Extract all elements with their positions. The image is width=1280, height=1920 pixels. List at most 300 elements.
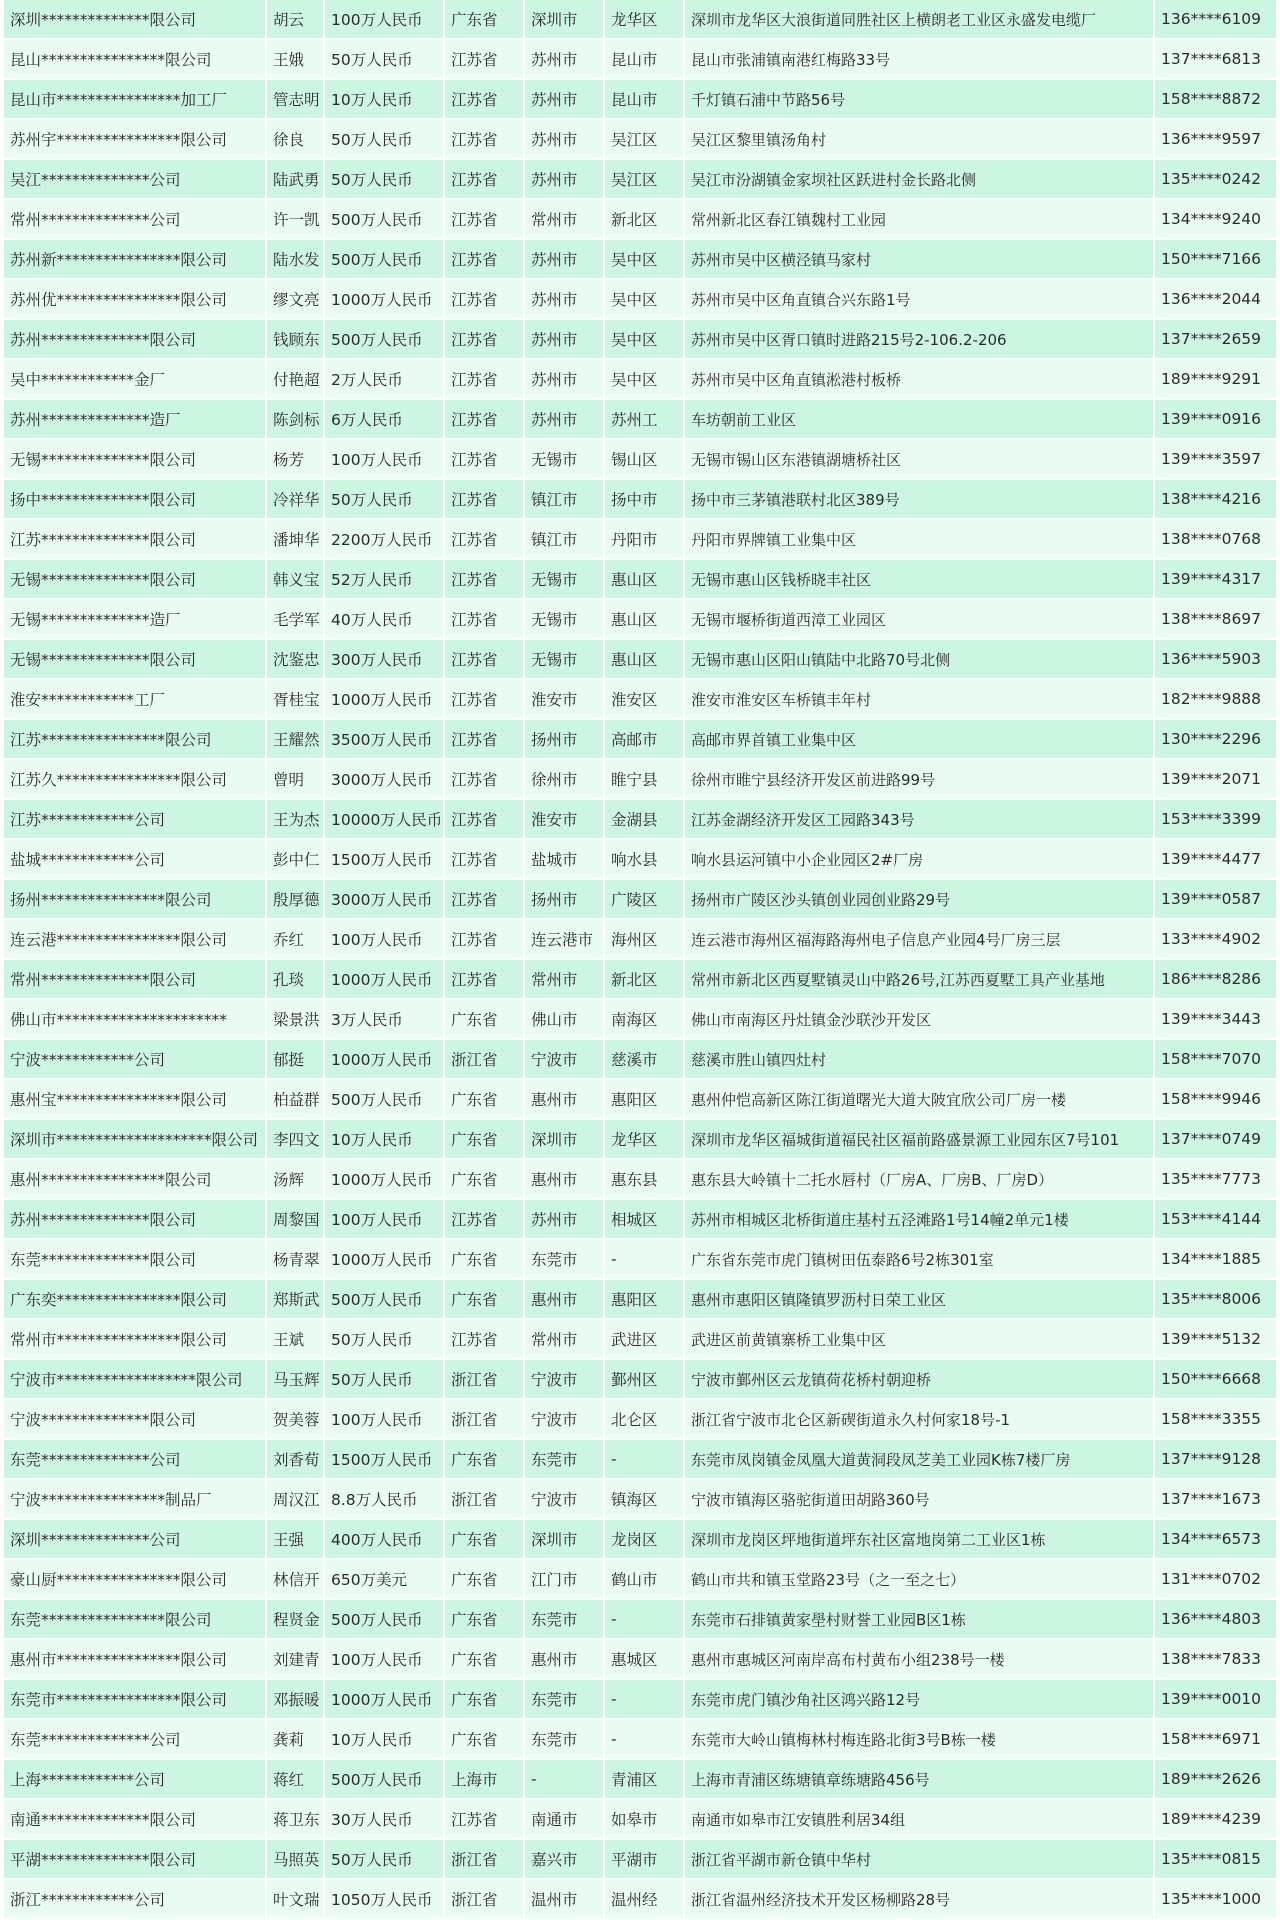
contact-person-cell: 韩义宝 xyxy=(266,559,324,599)
city-cell: 苏州市 xyxy=(524,359,604,399)
table-row xyxy=(4,1799,1276,1839)
registered-capital-cell: 1000万人民币 xyxy=(324,1679,444,1719)
registered-capital-cell: 500万人民币 xyxy=(324,199,444,239)
registered-capital-cell: 100万人民币 xyxy=(324,439,444,479)
district-cell: 惠东县 xyxy=(604,1159,684,1199)
city-cell: 苏州市 xyxy=(524,119,604,159)
contact-person-cell: 周黎国 xyxy=(266,1199,324,1239)
address-cell: 苏州市吴中区横泾镇马家村 xyxy=(684,239,1154,279)
address-cell: 南通市如皋市江安镇胜利居34组 xyxy=(684,1799,1154,1839)
city-cell: 镇江市 xyxy=(524,519,604,559)
contact-person-cell: 陈剑标 xyxy=(266,399,324,439)
district-cell: 相城区 xyxy=(604,1199,684,1239)
district-cell: 金湖县 xyxy=(604,799,684,839)
address-cell: 昆山市张浦镇南港红梅路33号 xyxy=(684,39,1154,79)
table-row xyxy=(4,719,1276,759)
registered-capital-cell: 300万人民币 xyxy=(324,639,444,679)
phone-cell: 137****2659 xyxy=(1154,319,1276,359)
district-cell: 慈溪市 xyxy=(604,1039,684,1079)
city-cell: 东莞市 xyxy=(524,1439,604,1479)
table-row xyxy=(4,599,1276,639)
contact-person-cell: 蒋卫东 xyxy=(266,1799,324,1839)
table-row xyxy=(4,759,1276,799)
contact-person-cell: 汤辉 xyxy=(266,1159,324,1199)
table-row xyxy=(4,0,1276,39)
address-cell: 连云港市海州区福海路海州电子信息产业园4号厂房三层 xyxy=(684,919,1154,959)
company-cell: 惠州****************限公司 xyxy=(4,1159,266,1199)
table-row xyxy=(4,159,1276,199)
province-cell: 江苏省 xyxy=(444,359,524,399)
address-cell: 惠东县大岭镇十二托水唇村（厂房A、厂房B、厂房D） xyxy=(684,1159,1154,1199)
district-cell: - xyxy=(604,1719,684,1759)
province-cell: 江苏省 xyxy=(444,679,524,719)
province-cell: 江苏省 xyxy=(444,1319,524,1359)
company-cell: 深圳**************公司 xyxy=(4,1519,266,1559)
contact-person-cell: 叶文瑞 xyxy=(266,1879,324,1919)
phone-cell: 130****2296 xyxy=(1154,719,1276,759)
city-cell: 东莞市 xyxy=(524,1719,604,1759)
registered-capital-cell: 30万人民币 xyxy=(324,1799,444,1839)
contact-person-cell: 胥桂宝 xyxy=(266,679,324,719)
table-row xyxy=(4,679,1276,719)
contact-person-cell: 马玉辉 xyxy=(266,1359,324,1399)
registered-capital-cell: 100万人民币 xyxy=(324,0,444,39)
contact-person-cell: 许一凯 xyxy=(266,199,324,239)
phone-cell: 150****7166 xyxy=(1154,239,1276,279)
phone-cell: 135****0815 xyxy=(1154,1839,1276,1879)
table-row xyxy=(4,1679,1276,1719)
province-cell: 广东省 xyxy=(444,1559,524,1599)
province-cell: 广东省 xyxy=(444,1239,524,1279)
province-cell: 广东省 xyxy=(444,1679,524,1719)
registered-capital-cell: 10000万人民币 xyxy=(324,799,444,839)
contact-person-cell: 程贤金 xyxy=(266,1599,324,1639)
registered-capital-cell: 1500万人民币 xyxy=(324,1439,444,1479)
district-cell: 丹阳市 xyxy=(604,519,684,559)
district-cell: 惠山区 xyxy=(604,639,684,679)
district-cell: 惠城区 xyxy=(604,1639,684,1679)
address-cell: 江苏金湖经济开发区工园路343号 xyxy=(684,799,1154,839)
contact-person-cell: 李四文 xyxy=(266,1119,324,1159)
district-cell: 鹤山市 xyxy=(604,1559,684,1599)
table-body xyxy=(4,0,1276,1919)
contact-person-cell: 殷厚德 xyxy=(266,879,324,919)
table-row xyxy=(4,1639,1276,1679)
table-row xyxy=(4,239,1276,279)
company-cell: 江苏************公司 xyxy=(4,799,266,839)
province-cell: 广东省 xyxy=(444,1639,524,1679)
phone-cell: 139****3597 xyxy=(1154,439,1276,479)
address-cell: 响水县运河镇中小企业园区2#厂房 xyxy=(684,839,1154,879)
city-cell: 惠州市 xyxy=(524,1279,604,1319)
contact-person-cell: 毛学军 xyxy=(266,599,324,639)
company-cell: 无锡**************限公司 xyxy=(4,559,266,599)
table-row xyxy=(4,1319,1276,1359)
address-cell: 惠州市惠阳区镇隆镇罗沥村日荣工业区 xyxy=(684,1279,1154,1319)
province-cell: 江苏省 xyxy=(444,839,524,879)
contact-person-cell: 林信开 xyxy=(266,1559,324,1599)
contact-person-cell: 刘香荀 xyxy=(266,1439,324,1479)
city-cell: 佛山市 xyxy=(524,999,604,1039)
table-row xyxy=(4,1479,1276,1519)
address-cell: 丹阳市界牌镇工业集中区 xyxy=(684,519,1154,559)
address-cell: 苏州市吴中区角直镇淞港村板桥 xyxy=(684,359,1154,399)
phone-cell: 139****4317 xyxy=(1154,559,1276,599)
company-cell: 苏州新****************限公司 xyxy=(4,239,266,279)
city-cell: 宁波市 xyxy=(524,1359,604,1399)
table-row xyxy=(4,279,1276,319)
province-cell: 江苏省 xyxy=(444,79,524,119)
phone-cell: 137****1673 xyxy=(1154,1479,1276,1519)
company-cell: 宁波************公司 xyxy=(4,1039,266,1079)
company-cell: 昆山****************限公司 xyxy=(4,39,266,79)
district-cell: 龙华区 xyxy=(604,1119,684,1159)
company-cell: 平湖**************限公司 xyxy=(4,1839,266,1879)
province-cell: 江苏省 xyxy=(444,559,524,599)
address-cell: 宁波市镇海区骆驼街道田胡路360号 xyxy=(684,1479,1154,1519)
phone-cell: 139****0010 xyxy=(1154,1679,1276,1719)
city-cell: 苏州市 xyxy=(524,319,604,359)
province-cell: 广东省 xyxy=(444,1159,524,1199)
address-cell: 上海市青浦区练塘镇章练塘路456号 xyxy=(684,1759,1154,1799)
district-cell: 新北区 xyxy=(604,959,684,999)
table-row xyxy=(4,199,1276,239)
city-cell: 扬州市 xyxy=(524,879,604,919)
phone-cell: 189****4239 xyxy=(1154,1799,1276,1839)
address-cell: 徐州市睢宁县经济开发区前进路99号 xyxy=(684,759,1154,799)
phone-cell: 138****7833 xyxy=(1154,1639,1276,1679)
province-cell: 江苏省 xyxy=(444,319,524,359)
registered-capital-cell: 500万人民币 xyxy=(324,1759,444,1799)
table-row xyxy=(4,359,1276,399)
district-cell: 惠阳区 xyxy=(604,1079,684,1119)
contact-person-cell: 缪文亮 xyxy=(266,279,324,319)
address-cell: 苏州市相城区北桥街道庄基村五泾滩路1号14幢2单元1楼 xyxy=(684,1199,1154,1239)
table-row xyxy=(4,1079,1276,1119)
address-cell: 广东省东莞市虎门镇树田伍泰路6号2栋301室 xyxy=(684,1239,1154,1279)
city-cell: 苏州市 xyxy=(524,239,604,279)
province-cell: 广东省 xyxy=(444,1439,524,1479)
registered-capital-cell: 10万人民币 xyxy=(324,1119,444,1159)
table-row xyxy=(4,519,1276,559)
registered-capital-cell: 500万人民币 xyxy=(324,1079,444,1119)
company-cell: 苏州**************限公司 xyxy=(4,1199,266,1239)
company-cell: 东莞市****************限公司 xyxy=(4,1679,266,1719)
address-cell: 深圳市龙华区大浪街道同胜社区上横朗老工业区永盛发电缆厂 xyxy=(684,0,1154,39)
district-cell: 惠山区 xyxy=(604,599,684,639)
province-cell: 江苏省 xyxy=(444,479,524,519)
company-cell: 苏州**************造厂 xyxy=(4,399,266,439)
city-cell: 常州市 xyxy=(524,959,604,999)
phone-cell: 137****6813 xyxy=(1154,39,1276,79)
company-cell: 惠州宝****************限公司 xyxy=(4,1079,266,1119)
city-cell: 深圳市 xyxy=(524,0,604,39)
registered-capital-cell: 6万人民币 xyxy=(324,399,444,439)
table-row xyxy=(4,39,1276,79)
district-cell: 鄞州区 xyxy=(604,1359,684,1399)
district-cell: 响水县 xyxy=(604,839,684,879)
province-cell: 广东省 xyxy=(444,999,524,1039)
district-cell: 如皋市 xyxy=(604,1799,684,1839)
table-row xyxy=(4,1359,1276,1399)
phone-cell: 133****4902 xyxy=(1154,919,1276,959)
province-cell: 浙江省 xyxy=(444,1039,524,1079)
district-cell: 昆山市 xyxy=(604,79,684,119)
phone-cell: 138****4216 xyxy=(1154,479,1276,519)
registered-capital-cell: 3500万人民币 xyxy=(324,719,444,759)
company-cell: 苏州优****************限公司 xyxy=(4,279,266,319)
table-row xyxy=(4,1599,1276,1639)
district-cell: - xyxy=(604,1439,684,1479)
phone-cell: 158****3355 xyxy=(1154,1399,1276,1439)
city-cell: 惠州市 xyxy=(524,1639,604,1679)
company-cell: 淮安************工厂 xyxy=(4,679,266,719)
registered-capital-cell: 500万人民币 xyxy=(324,1599,444,1639)
registered-capital-cell: 50万人民币 xyxy=(324,1839,444,1879)
district-cell: 新北区 xyxy=(604,199,684,239)
city-cell: 苏州市 xyxy=(524,159,604,199)
company-cell: 常州市****************限公司 xyxy=(4,1319,266,1359)
company-cell: 常州**************公司 xyxy=(4,199,266,239)
contact-person-cell: 龚莉 xyxy=(266,1719,324,1759)
company-cell: 深圳市********************限公司 xyxy=(4,1119,266,1159)
province-cell: 广东省 xyxy=(444,1519,524,1559)
table-row xyxy=(4,79,1276,119)
province-cell: 广东省 xyxy=(444,1079,524,1119)
registered-capital-cell: 3000万人民币 xyxy=(324,879,444,919)
company-cell: 东莞****************限公司 xyxy=(4,1599,266,1639)
registered-capital-cell: 2万人民币 xyxy=(324,359,444,399)
district-cell: - xyxy=(604,1679,684,1719)
phone-cell: 138****0768 xyxy=(1154,519,1276,559)
registered-capital-cell: 3万人民币 xyxy=(324,999,444,1039)
province-cell: 广东省 xyxy=(444,1119,524,1159)
city-cell: 无锡市 xyxy=(524,559,604,599)
city-cell: 连云港市 xyxy=(524,919,604,959)
district-cell: - xyxy=(604,1599,684,1639)
city-cell: 苏州市 xyxy=(524,279,604,319)
address-cell: 惠州市惠城区河南岸高布村黄布小组238号一楼 xyxy=(684,1639,1154,1679)
address-cell: 慈溪市胜山镇四灶村 xyxy=(684,1039,1154,1079)
contact-person-cell: 潘坤华 xyxy=(266,519,324,559)
phone-cell: 135****8006 xyxy=(1154,1279,1276,1319)
contact-person-cell: 管志明 xyxy=(266,79,324,119)
company-cell: 深圳**************限公司 xyxy=(4,0,266,39)
phone-cell: 136****2044 xyxy=(1154,279,1276,319)
address-cell: 深圳市龙岗区坪地街道坪东社区富地岗第二工业区1栋 xyxy=(684,1519,1154,1559)
contact-person-cell: 王斌 xyxy=(266,1319,324,1359)
address-cell: 苏州市吴中区胥口镇时进路215号2-106.2-206 xyxy=(684,319,1154,359)
registered-capital-cell: 3000万人民币 xyxy=(324,759,444,799)
registered-capital-cell: 50万人民币 xyxy=(324,119,444,159)
table-row xyxy=(4,999,1276,1039)
company-cell: 无锡**************造厂 xyxy=(4,599,266,639)
province-cell: 广东省 xyxy=(444,1719,524,1759)
province-cell: 浙江省 xyxy=(444,1479,524,1519)
province-cell: 浙江省 xyxy=(444,1359,524,1399)
company-cell: 吴江**************公司 xyxy=(4,159,266,199)
province-cell: 江苏省 xyxy=(444,199,524,239)
city-cell: 淮安市 xyxy=(524,799,604,839)
registered-capital-cell: 500万人民币 xyxy=(324,239,444,279)
city-cell: 无锡市 xyxy=(524,639,604,679)
registered-capital-cell: 50万人民币 xyxy=(324,39,444,79)
phone-cell: 139****5132 xyxy=(1154,1319,1276,1359)
city-cell: 温州市 xyxy=(524,1879,604,1919)
address-cell: 深圳市龙华区福城街道福民社区福前路盛景源工业园东区7号101 xyxy=(684,1119,1154,1159)
contact-person-cell: 郑斯武 xyxy=(266,1279,324,1319)
address-cell: 常州市新北区西夏墅镇灵山中路26号,江苏西夏墅工具产业基地 xyxy=(684,959,1154,999)
company-cell: 江苏久****************限公司 xyxy=(4,759,266,799)
contact-person-cell: 付艳超 xyxy=(266,359,324,399)
contact-person-cell: 陆武勇 xyxy=(266,159,324,199)
phone-cell: 136****5903 xyxy=(1154,639,1276,679)
province-cell: 江苏省 xyxy=(444,279,524,319)
address-cell: 无锡市惠山区钱桥晓丰社区 xyxy=(684,559,1154,599)
table-row xyxy=(4,1439,1276,1479)
address-cell: 浙江省平湖市新仓镇中华村 xyxy=(684,1839,1154,1879)
phone-cell: 158****7070 xyxy=(1154,1039,1276,1079)
city-cell: - xyxy=(524,1759,604,1799)
table-row xyxy=(4,119,1276,159)
province-cell: 江苏省 xyxy=(444,519,524,559)
phone-cell: 139****3443 xyxy=(1154,999,1276,1039)
province-cell: 江苏省 xyxy=(444,439,524,479)
table-row xyxy=(4,1279,1276,1319)
phone-cell: 137****0749 xyxy=(1154,1119,1276,1159)
phone-cell: 158****8872 xyxy=(1154,79,1276,119)
registered-capital-cell: 50万人民币 xyxy=(324,479,444,519)
phone-cell: 182****9888 xyxy=(1154,679,1276,719)
province-cell: 江苏省 xyxy=(444,119,524,159)
address-cell: 东莞市凤岗镇金凤凰大道黄洞段凤芝美工业园K栋7楼厂房 xyxy=(684,1439,1154,1479)
company-cell: 常州**************限公司 xyxy=(4,959,266,999)
phone-cell: 186****8286 xyxy=(1154,959,1276,999)
company-cell: 苏州**************限公司 xyxy=(4,319,266,359)
registered-capital-cell: 52万人民币 xyxy=(324,559,444,599)
district-cell: 武进区 xyxy=(604,1319,684,1359)
city-cell: 深圳市 xyxy=(524,1519,604,1559)
phone-cell: 189****9291 xyxy=(1154,359,1276,399)
phone-cell: 153****4144 xyxy=(1154,1199,1276,1239)
contact-person-cell: 王耀然 xyxy=(266,719,324,759)
company-cell: 浙江************公司 xyxy=(4,1879,266,1919)
address-cell: 苏州市吴中区角直镇合兴东路1号 xyxy=(684,279,1154,319)
registered-capital-cell: 10万人民币 xyxy=(324,1719,444,1759)
phone-cell: 158****6971 xyxy=(1154,1719,1276,1759)
company-cell: 江苏**************限公司 xyxy=(4,519,266,559)
company-cell: 苏州宇****************限公司 xyxy=(4,119,266,159)
contact-person-cell: 徐良 xyxy=(266,119,324,159)
company-cell: 连云港****************限公司 xyxy=(4,919,266,959)
registered-capital-cell: 500万人民币 xyxy=(324,1279,444,1319)
table-row xyxy=(4,799,1276,839)
table-row xyxy=(4,1519,1276,1559)
contact-person-cell: 王强 xyxy=(266,1519,324,1559)
table-row xyxy=(4,839,1276,879)
city-cell: 无锡市 xyxy=(524,439,604,479)
phone-cell: 158****9946 xyxy=(1154,1079,1276,1119)
district-cell: - xyxy=(604,1239,684,1279)
company-cell: 宁波市******************限公司 xyxy=(4,1359,266,1399)
address-cell: 吴江市汾湖镇金家坝社区跃进村金长路北侧 xyxy=(684,159,1154,199)
contact-person-cell: 蒋红 xyxy=(266,1759,324,1799)
registered-capital-cell: 1000万人民币 xyxy=(324,959,444,999)
registered-capital-cell: 1000万人民币 xyxy=(324,1039,444,1079)
registered-capital-cell: 100万人民币 xyxy=(324,1639,444,1679)
table-row xyxy=(4,1239,1276,1279)
address-cell: 浙江省温州经济技术开发区杨柳路28号 xyxy=(684,1879,1154,1919)
phone-cell: 139****0916 xyxy=(1154,399,1276,439)
contact-person-cell: 孔琰 xyxy=(266,959,324,999)
company-cell: 东莞**************公司 xyxy=(4,1439,266,1479)
district-cell: 吴中区 xyxy=(604,239,684,279)
district-cell: 睢宁县 xyxy=(604,759,684,799)
city-cell: 深圳市 xyxy=(524,1119,604,1159)
district-cell: 惠阳区 xyxy=(604,1279,684,1319)
city-cell: 东莞市 xyxy=(524,1599,604,1639)
district-cell: 吴中区 xyxy=(604,319,684,359)
district-cell: 惠山区 xyxy=(604,559,684,599)
province-cell: 江苏省 xyxy=(444,719,524,759)
phone-cell: 136****9597 xyxy=(1154,119,1276,159)
province-cell: 上海市 xyxy=(444,1759,524,1799)
registered-capital-cell: 50万人民币 xyxy=(324,1319,444,1359)
company-cell: 宁波**************限公司 xyxy=(4,1399,266,1439)
province-cell: 江苏省 xyxy=(444,759,524,799)
registered-capital-cell: 1000万人民币 xyxy=(324,1159,444,1199)
phone-cell: 134****9240 xyxy=(1154,199,1276,239)
registered-capital-cell: 40万人民币 xyxy=(324,599,444,639)
table-row xyxy=(4,1879,1276,1919)
address-cell: 东莞市虎门镇沙角社区鸿兴路12号 xyxy=(684,1679,1154,1719)
city-cell: 苏州市 xyxy=(524,79,604,119)
company-cell: 江苏****************限公司 xyxy=(4,719,266,759)
registered-capital-cell: 100万人民币 xyxy=(324,919,444,959)
district-cell: 海州区 xyxy=(604,919,684,959)
district-cell: 平湖市 xyxy=(604,1839,684,1879)
contact-person-cell: 马照英 xyxy=(266,1839,324,1879)
company-cell: 扬中**************限公司 xyxy=(4,479,266,519)
city-cell: 淮安市 xyxy=(524,679,604,719)
contact-person-cell: 彭中仁 xyxy=(266,839,324,879)
contact-person-cell: 乔红 xyxy=(266,919,324,959)
province-cell: 江苏省 xyxy=(444,239,524,279)
company-cell: 昆山市****************加工厂 xyxy=(4,79,266,119)
company-cell: 东莞**************限公司 xyxy=(4,1239,266,1279)
city-cell: 无锡市 xyxy=(524,599,604,639)
phone-cell: 139****0587 xyxy=(1154,879,1276,919)
company-cell: 盐城************公司 xyxy=(4,839,266,879)
contact-person-cell: 贺美蓉 xyxy=(266,1399,324,1439)
city-cell: 苏州市 xyxy=(524,399,604,439)
district-cell: 昆山市 xyxy=(604,39,684,79)
address-cell: 无锡市惠山区阳山镇陆中北路70号北侧 xyxy=(684,639,1154,679)
company-records-table xyxy=(4,0,1276,1920)
registered-capital-cell: 2200万人民币 xyxy=(324,519,444,559)
phone-cell: 150****6668 xyxy=(1154,1359,1276,1399)
company-cell: 无锡**************限公司 xyxy=(4,639,266,679)
table-row xyxy=(4,1839,1276,1879)
district-cell: 吴中区 xyxy=(604,279,684,319)
phone-cell: 136****6109 xyxy=(1154,0,1276,39)
city-cell: 嘉兴市 xyxy=(524,1839,604,1879)
address-cell: 扬州市广陵区沙头镇创业园创业路29号 xyxy=(684,879,1154,919)
contact-person-cell: 冷祥华 xyxy=(266,479,324,519)
company-cell: 惠州市****************限公司 xyxy=(4,1639,266,1679)
district-cell: 龙岗区 xyxy=(604,1519,684,1559)
table-row xyxy=(4,399,1276,439)
